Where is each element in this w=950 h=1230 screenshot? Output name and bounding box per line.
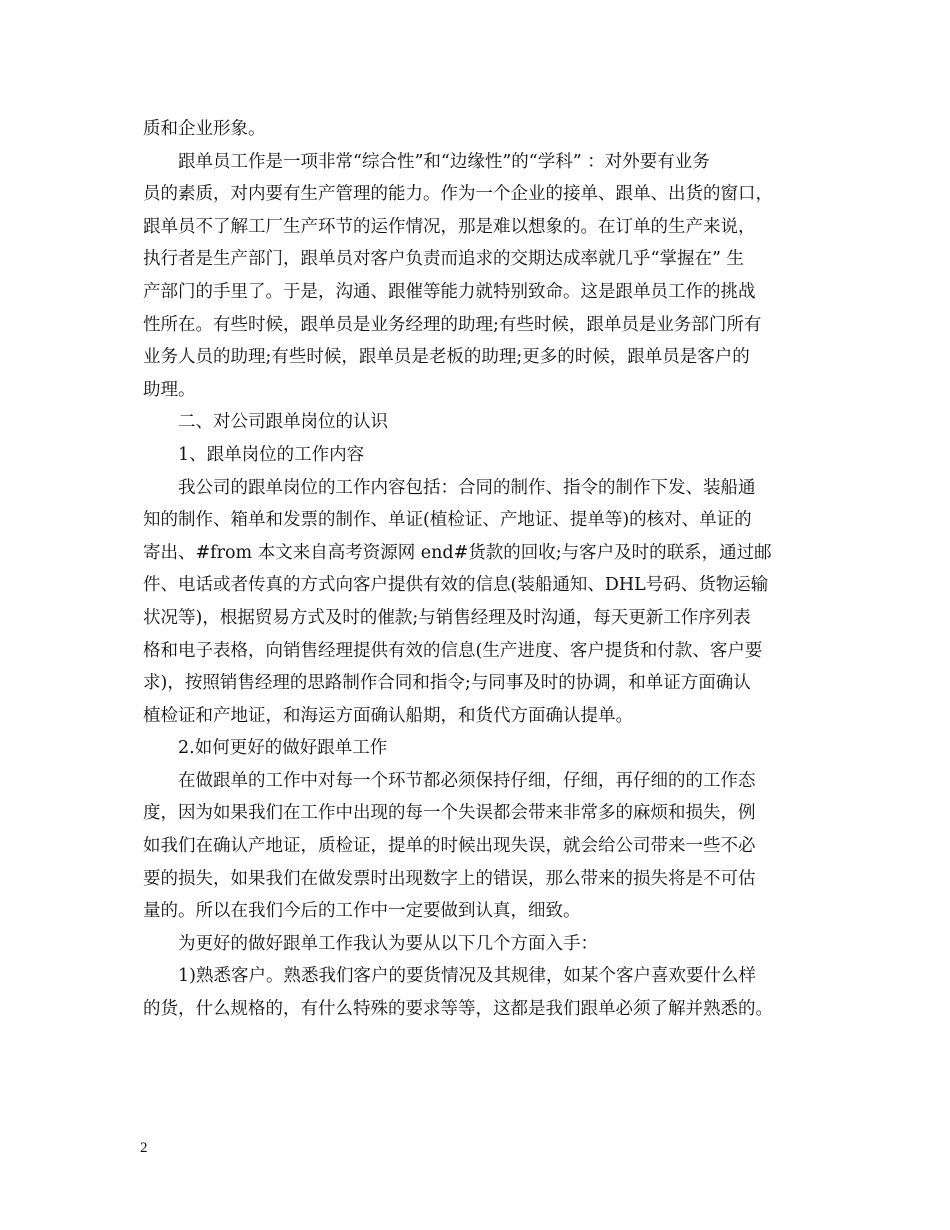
text-line: 二、对公司跟单岗位的认识 [178, 412, 388, 433]
text-line: 1、跟单岗位的工作内容 [178, 444, 365, 465]
text-line: 助理。 [143, 379, 196, 400]
text-line: 植检证和产地证，和海运方面确认船期，和货代方面确认提单。 [143, 705, 633, 726]
text-line: 量的。所以在我们今后的工作中一定要做到认真，细致。 [143, 901, 581, 922]
text-line: 寄出、#from 本文来自高考资源网 end#货款的回收;与客户及时的联系，通过邮 [143, 542, 772, 563]
paragraph-block [143, 113, 813, 1026]
body-text [143, 113, 813, 1026]
text-line: 状况等)，根据贸易方式及时的催款;与销售经理及时沟通，每天更新工作序列表 [143, 607, 751, 628]
text-line: 跟单员不了解工厂生产环节的运作情况，那是难以想象的。在订单的生产来说， [143, 216, 756, 237]
text-line: 的货，什么规格的，有什么特殊的要求等等，这都是我们跟单必须了解并熟悉的。 [143, 999, 773, 1020]
text-line: 格和电子表格，向销售经理提供有效的信息(生产进度、客户提货和付款、客户要 [143, 640, 763, 661]
text-line: 业务人员的助理;有些时候，跟单员是老板的助理;更多的时候，跟单员是客户的 [143, 347, 750, 368]
text-line: 件、电话或者传真的方式向客户提供有效的信息(装船通知、DHL号码、货物运输 [143, 575, 769, 596]
text-line: 度，因为如果我们在工作中出现的每一个失误都会带来非常多的麻烦和损失，例 [143, 803, 756, 824]
text-line: 要的损失，如果我们在做发票时出现数字上的错误，那么带来的损失将是不可估 [143, 868, 756, 889]
text-line: 2.如何更好的做好跟单工作 [178, 738, 388, 759]
text-line: 知的制作、箱单和发票的制作、单证(植检证、产地证、提单等)的核对、单证的 [143, 510, 752, 531]
text-line: 质和企业形象。 [143, 119, 266, 139]
text-line: 1)熟悉客户。熟悉我们客户的要货情况及其规律，如某个客户喜欢要什么样 [178, 966, 756, 987]
text-line: 员的素质，对内要有生产管理的能力。作为一个企业的接单、跟单、出货的窗口， [143, 184, 773, 205]
text-line: 为更好的做好跟单工作我认为要从以下几个方面入手： [178, 933, 598, 954]
text-line: 性所在。有些时候，跟单员是业务经理的助理;有些时候，跟单员是业务部门所有 [143, 314, 762, 335]
text-line: 求)，按照销售经理的思路制作合同和指令;与同事及时的协调，和单证方面确认 [143, 673, 751, 694]
text-line: 产部门的手里了。于是，沟通、跟催等能力就特别致命。这是跟单员工作的挑战 [143, 281, 756, 302]
text-line: 我公司的跟单岗位的工作内容包括：合同的制作、指令的制作下发、装船通 [178, 477, 756, 498]
text-line: 如我们在确认产地证，质检证，提单的时候出现失误，就会给公司带来一些不必 [143, 836, 756, 857]
text-line: 执行者是生产部门，跟单员对客户负责而追求的交期达成率就几乎“掌握在” 生 [143, 249, 744, 270]
text-line: 在做跟单的工作中对每一个环节都必须保持仔细，仔细，再仔细的的工作态 [178, 770, 756, 791]
text-line: 跟单员工作是一项非常“综合性”和“边缘性”的“学科” ：对外要有业务 [178, 151, 710, 172]
page-number: 2 [140, 1140, 148, 1156]
